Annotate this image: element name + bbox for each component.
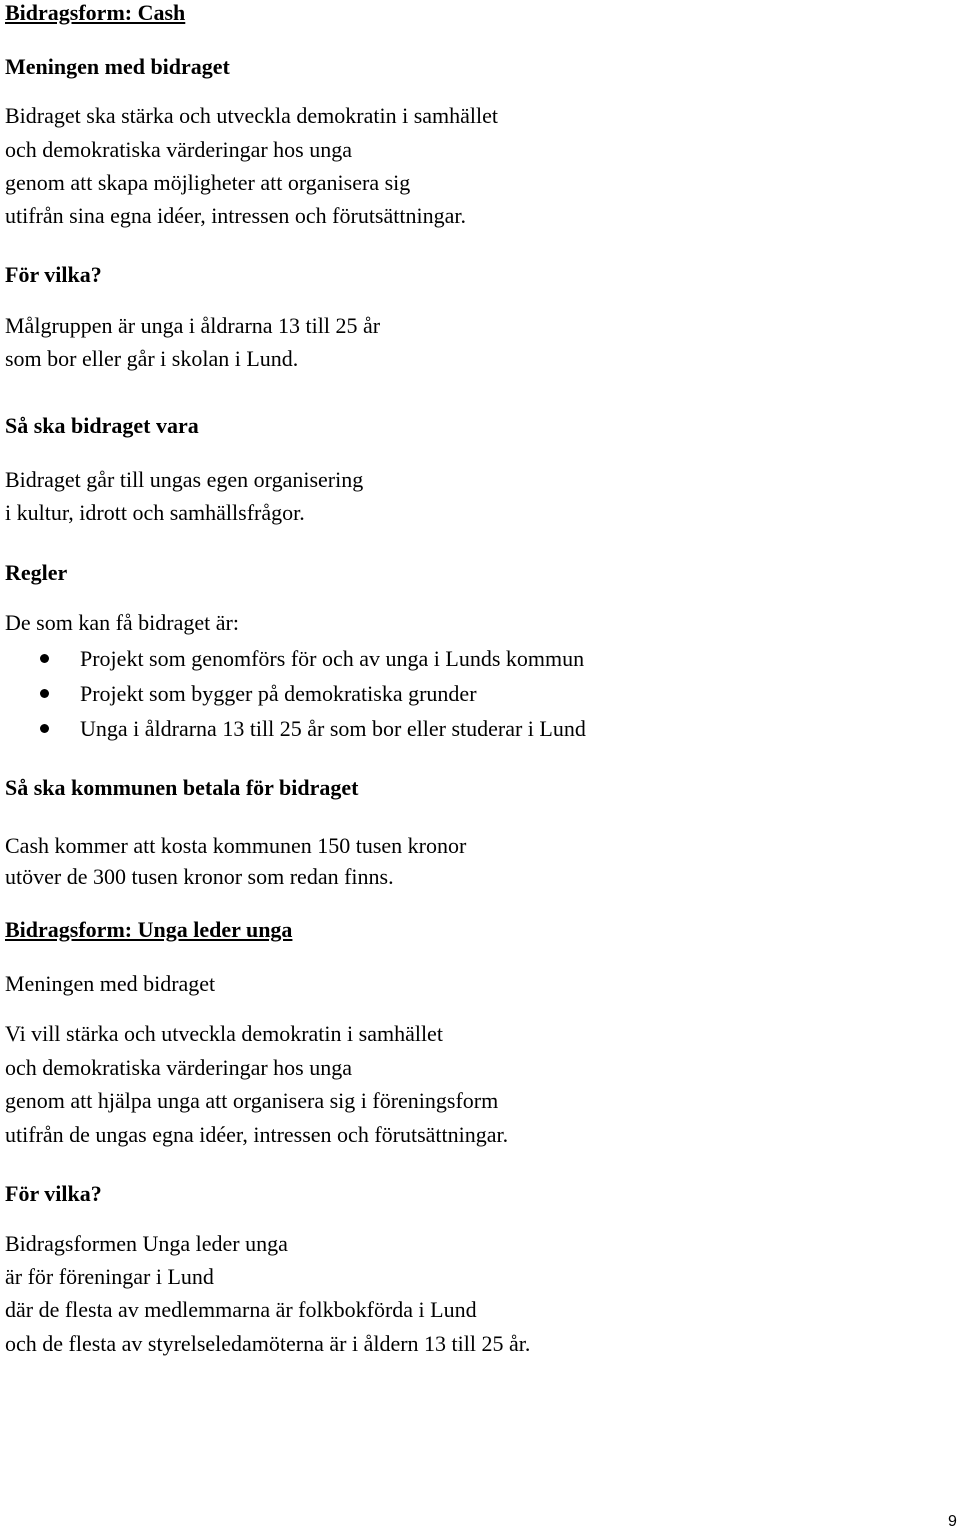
- paragraph-line: och demokratiska värderingar hos unga: [5, 137, 352, 162]
- heading-pay: Så ska kommunen betala för bidraget: [5, 775, 359, 800]
- paragraph-line: Bidraget ska stärka och utveckla demokratin i samhället: [5, 103, 499, 128]
- list-item-text: Projekt som bygger på demokratiska grunder: [80, 681, 477, 706]
- bullet-icon: [40, 654, 49, 663]
- paragraph-line: utifrån sina egna idéer, intressen och förutsättningar.: [5, 203, 466, 228]
- list-item-text: Unga i åldrarna 13 till 25 år som bor eller studerar i Lund: [80, 716, 586, 741]
- paragraph-line: Bidragsformen Unga leder unga: [5, 1231, 288, 1256]
- paragraph-line: Cash kommer att kosta kommunen 150 tusen kronor: [5, 833, 467, 858]
- section-title-cash: Bidragsform: Cash: [5, 0, 186, 25]
- paragraph-line: genom att hjälpa unga att organisera sig i föreningsform: [5, 1088, 499, 1113]
- paragraph-line: genom att skapa möjligheter att organisera sig: [5, 170, 411, 195]
- list-item-text: Projekt som genomförs för och av unga i Lunds kommun: [80, 646, 585, 671]
- paragraph-line: utöver de 300 tusen kronor som redan finns.: [5, 864, 394, 889]
- paragraph-line: där de flesta av medlemmarna är folkbokförda i Lund: [5, 1297, 477, 1322]
- paragraph-line: är för föreningar i Lund: [5, 1264, 214, 1289]
- heading-meaning: Meningen med bidraget: [5, 54, 230, 79]
- heading-who: För vilka?: [5, 1181, 102, 1206]
- heading-who: För vilka?: [5, 262, 102, 287]
- rules-intro: De som kan få bidraget är:: [5, 610, 239, 635]
- paragraph-line: utifrån de ungas egna idéer, intressen och förutsättningar.: [5, 1122, 509, 1147]
- paragraph-line: och demokratiska värderingar hos unga: [5, 1055, 352, 1080]
- paragraph-line: och de flesta av styrelseledamöterna är i åldern 13 till 25 år.: [5, 1331, 531, 1356]
- section-title-unga-leder-unga: Bidragsform: Unga leder unga: [5, 917, 293, 942]
- paragraph-line: Bidraget går till ungas egen organisering: [5, 467, 364, 492]
- paragraph-line: Målgruppen är unga i åldrarna 13 till 25 år: [5, 313, 381, 338]
- heading-meaning: Meningen med bidraget: [5, 971, 216, 996]
- heading-how: Så ska bidraget vara: [5, 413, 199, 438]
- heading-rules: Regler: [5, 560, 68, 585]
- paragraph-line: Vi vill stärka och utveckla demokratin i samhället: [5, 1021, 443, 1046]
- page-number: 9: [948, 1513, 957, 1530]
- paragraph-line: som bor eller går i skolan i Lund.: [5, 346, 299, 371]
- bullet-icon: [40, 724, 49, 733]
- paragraph-line: i kultur, idrott och samhällsfrågor.: [5, 500, 305, 525]
- bullet-icon: [40, 689, 49, 698]
